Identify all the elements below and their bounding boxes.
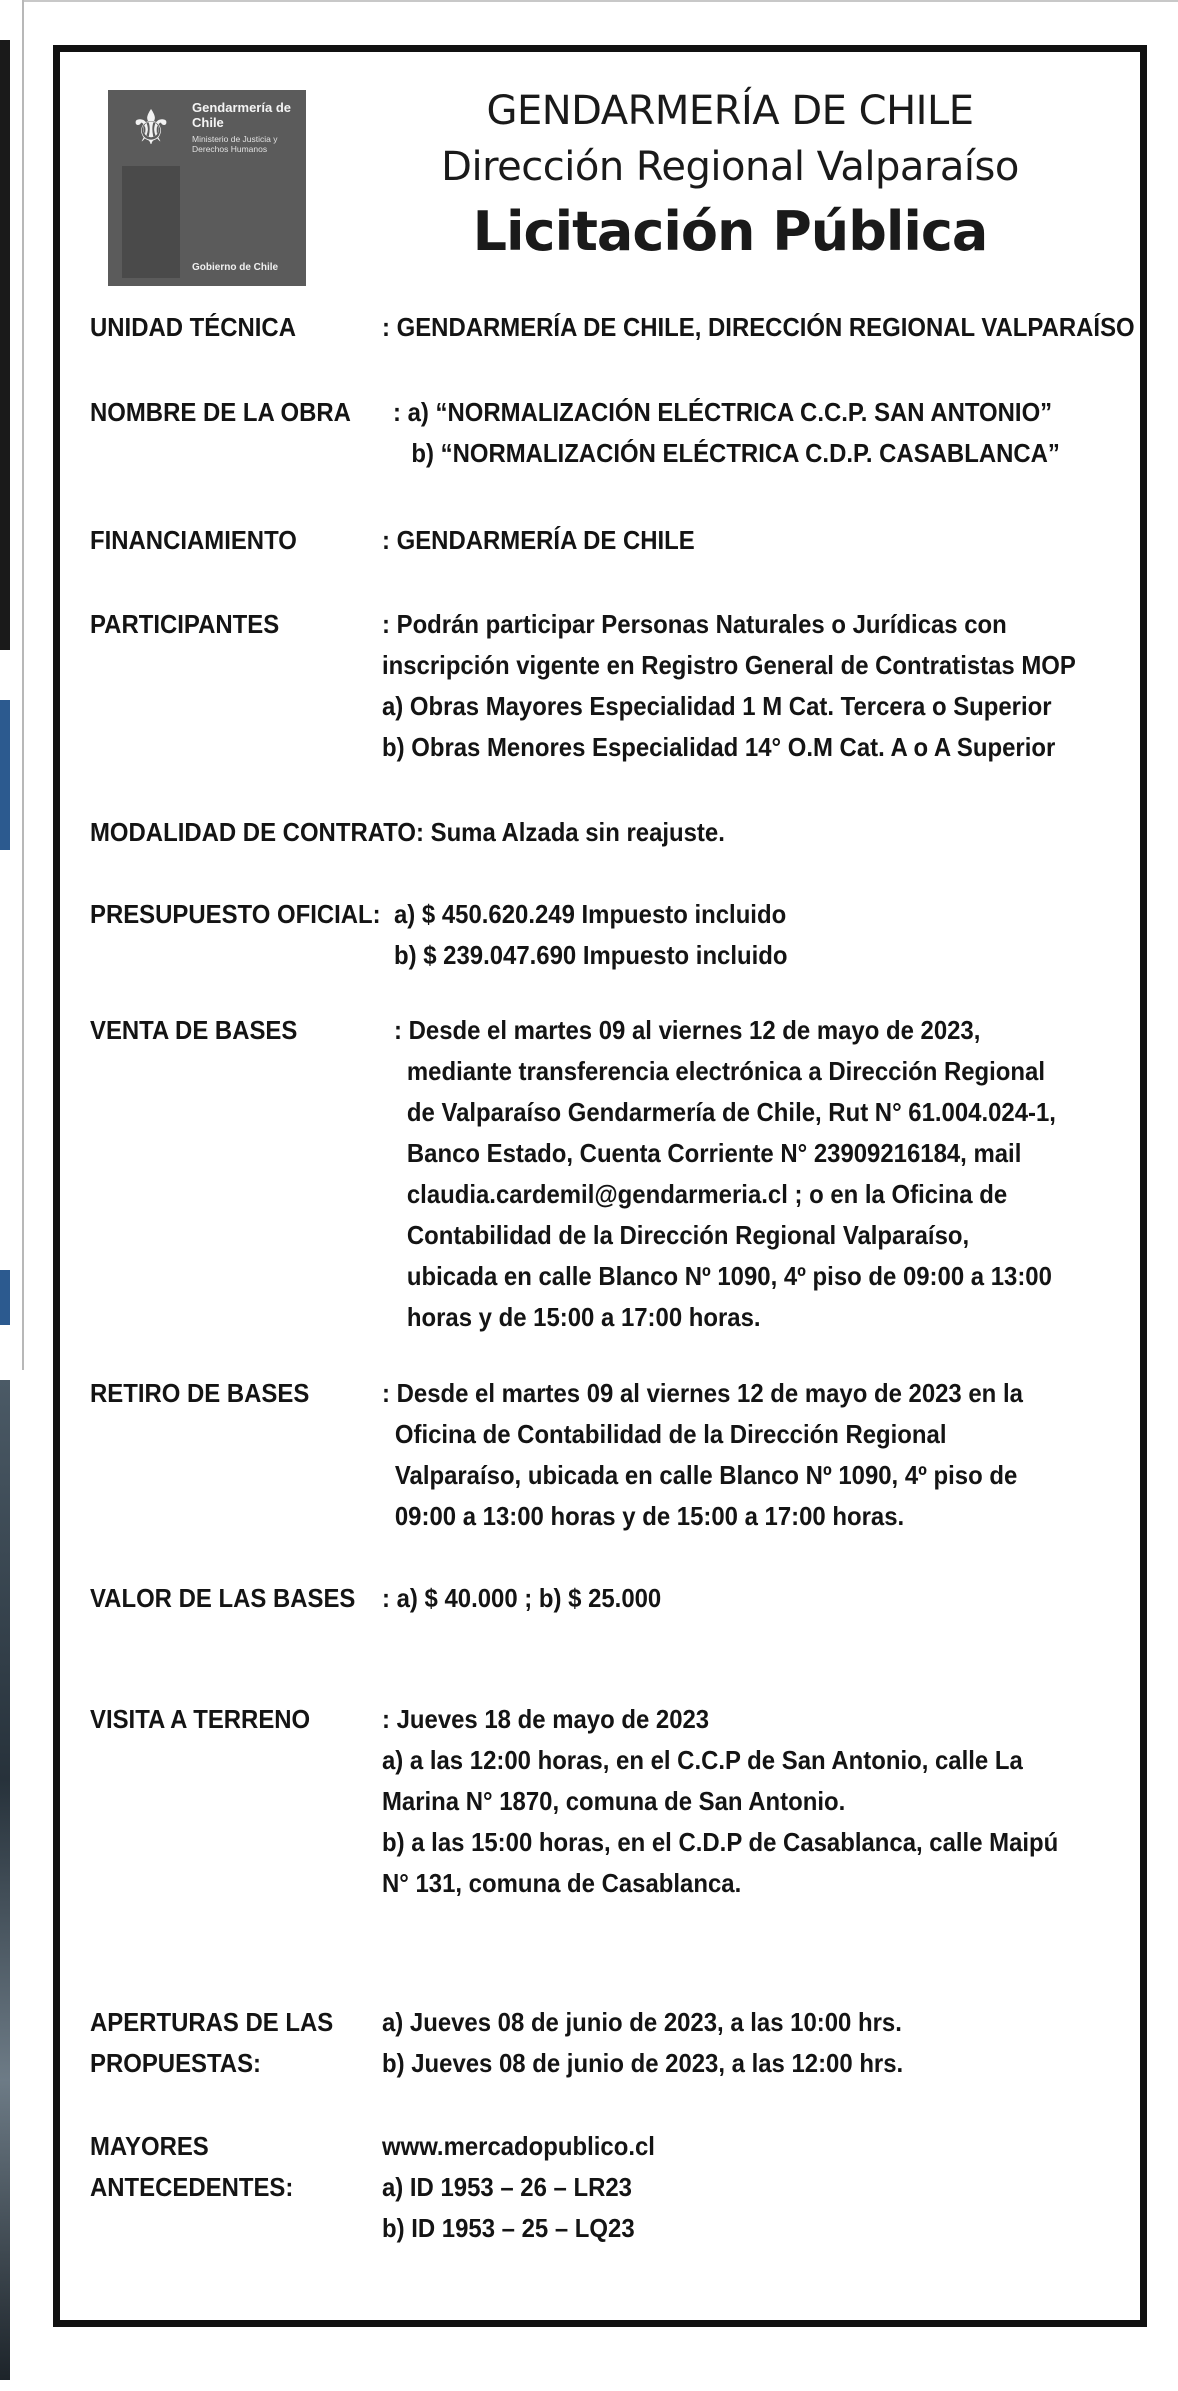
presupuesto-line: b) $ 239.047.690 Impuesto incluido [394,940,788,970]
presupuesto-label: PRESUPUESTO OFICIAL: [90,899,381,929]
venta-bases-line: Banco Estado, Cuenta Corriente N° 23909216184, mail [406,1138,1022,1168]
venta-bases-label: VENTA DE BASES [90,1015,298,1045]
nombre-obra-label: NOMBRE DE LA OBRA [90,397,351,427]
participantes-line: a) Obras Mayores Especialidad 1 M Cat. Tercera o Superior [382,691,1052,721]
gendarmeria-logo [108,90,306,286]
mercadopublico-link[interactable]: www.mercadopublico.cl [382,2131,655,2161]
financiamiento-value: : GENDARMERÍA DE CHILE [382,525,695,555]
presupuesto-value [394,894,788,976]
aperturas-label [90,2002,333,2084]
retiro-bases-line: Valparaíso, ubicada en calle Blanco Nº 1090, 4º piso de [394,1460,1018,1490]
page-top-rule [22,0,1178,2]
aperturas-value [382,2002,903,2084]
page-edge-line [22,0,24,1370]
visita-terreno-line: b) a las 15:00 horas, en el C.D.P de Casablanca, calle Maipú [382,1827,1059,1857]
venta-bases-line: : Desde el martes 09 al viernes 12 de mayo de 2023, [394,1015,981,1045]
mayores-line: a) ID 1953 – 26 – LR23 [382,2172,632,2202]
logo-name: Gendarmería de Chile [192,100,291,130]
aperturas-line: b) Jueves 08 de junio de 2023, a las 12:00 hrs. [382,2048,904,2078]
visita-terreno-line: N° 131, comuna de Casablanca. [382,1868,742,1898]
coat-of-arms-icon: ⚜ [129,102,173,155]
aperturas-label-line: APERTURAS DE LAS [90,2007,334,2037]
retiro-bases-label: RETIRO DE BASES [90,1378,310,1408]
nombre-obra-line: : a) “NORMALIZACIÓN ELÉCTRICA C.C.P. SAN ANTONIO” [393,397,1053,427]
venta-bases-line: mediante transferencia electrónica a Dirección Regional [406,1056,1045,1086]
participantes-line: inscripción vigente en Registro General de Contratistas MOP [382,650,1076,680]
venta-bases-line: claudia.cardemil@gendarmeria.cl ; o en la Oficina de [406,1179,1008,1209]
aperturas-label-line: PROPUESTAS: [90,2048,262,2078]
presupuesto-line: a) $ 450.620.249 Impuesto incluido [394,899,787,929]
mayores-label-line: MAYORES [90,2131,209,2161]
mayores-label [90,2126,293,2208]
participantes-line: b) Obras Menores Especialidad 14° O.M Cat. A o A Superior [382,732,1056,762]
valor-bases-value: : a) $ 40.000 ; b) $ 25.000 [382,1583,662,1613]
aperturas-line: a) Jueves 08 de junio de 2023, a las 10:00 hrs. [382,2007,902,2037]
venta-bases-line: Contabilidad de la Dirección Regional Valparaíso, [406,1220,970,1250]
visita-terreno-line: : Jueves 18 de mayo de 2023 [382,1704,710,1734]
retiro-bases-value [382,1373,1023,1537]
visita-terreno-line: Marina N° 1870, comuna de San Antonio. [382,1786,846,1816]
logo-government: Gobierno de Chile [192,262,279,273]
visita-terreno-value [382,1699,1058,1904]
modalidad-contrato: MODALIDAD DE CONTRATO: Suma Alzada sin reajuste. [90,817,725,847]
financiamiento-label: FINANCIAMIENTO [90,525,297,555]
venta-bases-line: de Valparaíso Gendarmería de Chile, Rut N° 61.004.024-1, [406,1097,1056,1127]
scan-edge-artifact [0,40,10,650]
participantes-line: : Podrán participar Personas Naturales o Jurídicas con [382,609,1007,639]
scan-edge-artifact [0,1270,10,1325]
visita-terreno-line: a) a las 12:00 horas, en el C.C.P de San Antonio, calle La [382,1745,1023,1775]
scan-edge-artifact [0,700,10,850]
scan-edge-artifact [0,1380,10,2380]
mayores-line: b) ID 1953 – 25 – LQ23 [382,2213,635,2243]
participantes-value [382,604,1076,768]
mayores-label-line: ANTECEDENTES: [90,2172,294,2202]
participantes-label: PARTICIPANTES [90,609,280,639]
nombre-obra-value [393,392,1060,474]
unidad-tecnica-value: : GENDARMERÍA DE CHILE, DIRECCIÓN REGIONAL VALPARAÍSO [382,312,1135,342]
retiro-bases-line: : Desde el martes 09 al viernes 12 de mayo de 2023 en la [382,1378,1023,1408]
header-institution: GENDARMERÍA DE CHILE [486,88,974,134]
valor-bases-label: VALOR DE LAS BASES [90,1583,356,1613]
logo-ministry: Ministerio de Justicia y Derechos Humanos [192,134,278,154]
notice-frame [53,45,1147,2327]
venta-bases-line: ubicada en calle Blanco Nº 1090, 4º piso de 09:00 a 13:00 [406,1261,1052,1291]
retiro-bases-line: Oficina de Contabilidad de la Dirección Regional [394,1419,947,1449]
nombre-obra-line: b) “NORMALIZACIÓN ELÉCTRICA C.D.P. CASABLANCA” [411,438,1060,468]
page-title: Licitación Pública [472,200,988,263]
venta-bases-value [394,1010,1056,1338]
mayores-value [382,2126,655,2249]
header-region: Dirección Regional Valparaíso [441,144,1019,190]
retiro-bases-line: 09:00 a 13:00 horas y de 15:00 a 17:00 horas. [394,1501,905,1531]
venta-bases-line: horas y de 15:00 a 17:00 horas. [406,1302,761,1332]
visita-terreno-label: VISITA A TERRENO [90,1704,311,1734]
unidad-tecnica-label: UNIDAD TÉCNICA [90,312,296,342]
logo-bar [122,166,180,278]
